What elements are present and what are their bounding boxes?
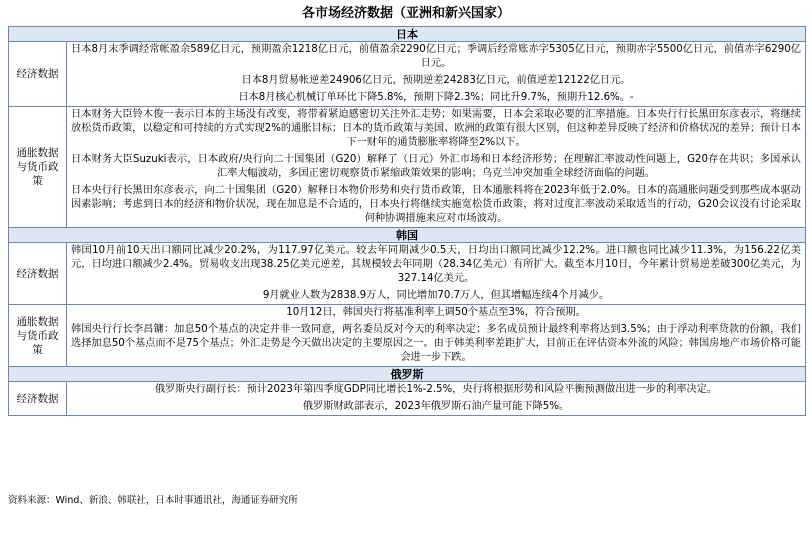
section-header-korea: 韩国 bbox=[9, 228, 805, 243]
paragraph: 日本8月贸易帐逆差24906亿日元，预期逆差24283亿日元，前值逆差12122亿日元。 bbox=[241, 75, 631, 86]
row-content bbox=[67, 382, 805, 415]
table-row bbox=[9, 42, 805, 107]
row-content bbox=[67, 305, 805, 366]
section-header-russia: 俄罗斯 bbox=[9, 367, 805, 382]
row-label: 经济数据 bbox=[9, 382, 67, 415]
paragraph: 日本8月末季调经常帐盈余589亿日元，预期盈余1218亿日元，前值盈余2290亿日元；季调后经常账赤字5305亿日元，预期赤字5500亿日元，前值赤字6290亿日元。 bbox=[71, 44, 801, 69]
paragraph: 俄罗斯财政部表示，2023年俄罗斯石油产量可能下降5%。 bbox=[302, 401, 570, 412]
row-label: 经济数据 bbox=[9, 243, 67, 304]
row-label: 通胀数据与货币政策 bbox=[9, 305, 67, 366]
page-title: 各市场经济数据（亚洲和新兴国家） bbox=[301, 6, 510, 21]
paragraph: 日本财务大臣Suzuki表示，日本政府/央行向二十国集团（G20）解释了（日元）外汇市场和日本经济形势；在理解汇率波动性问题上，G20存在共识；多国承认汇率大幅波动，多国正密切观察货币紧缩政策效果的影响；乌克兰冲突加重全球经济面临的问题。 bbox=[71, 154, 801, 179]
paragraph: 日本8月核心机械订单环比下降5.8%，预期下降2.3%；同比升9.7%，预期升12.6%。- bbox=[238, 92, 634, 103]
paragraph: 韩国10月前10天出口额同比减少20.2%，为117.97亿美元。较去年同期减少0.5天，日均出口额同比减少12.2%。进口额也同比减少11.3%，为156.22亿美元，日均进口额减少2.4%。贸易收支出现38.25亿美元逆差，其规模较去年同期（28.34亿美元）有所扩大。截至本月10日，今年累计贸易逆差破300亿美元，为327.14亿美元。 bbox=[71, 245, 801, 284]
source-note: 资料来源：Wind、新浪、韩联社，日本时事通讯社，海通证券研究所 bbox=[8, 495, 298, 506]
table-row bbox=[9, 243, 805, 305]
table-row bbox=[9, 107, 805, 228]
table-row bbox=[9, 382, 805, 415]
paragraph: 俄罗斯央行副行长：预计2023年第四季度GDP同比增长1%-2.5%，央行将根据形势和风险平衡预测做出进一步的利率决定。 bbox=[154, 384, 718, 395]
row-label: 通胀数据与货币政策 bbox=[9, 107, 67, 227]
paragraph: 9月就业人数为2838.9万人，同比增加70.7万人，但其增幅连续4个月减少。 bbox=[262, 290, 610, 301]
paragraph: 日本央行行长黑田东彦表示，向二十国集团（G20）解释日本物价形势和央行货币政策，日本通胀料将在2023年低于2.0%。日本的高通胀问题受到那些成本驱动因素影响；考虑到日本的经济和物价状况，现在加息是不合适的，日本央行将继续实施宽松货币政策，将对过度汇率波动采取适当的行动，G20会议没有讨论采取何种协调措施来应对市场波动。 bbox=[71, 185, 801, 224]
section-header-japan: 日本 bbox=[9, 27, 805, 42]
row-label: 经济数据 bbox=[9, 42, 67, 106]
row-content bbox=[67, 42, 805, 106]
paragraph: 日本财务大臣铃木俊一表示日本的主场没有改变，将带着紧迫感密切关注外汇走势；如果需要，日本会采取必要的汇率措施。日本央行行长黑田东彦表示，将继续放松货币政策，以稳定和可持续的方式实现2%的通胀目标；日本的货币政策与美国、欧洲的政策有很大区别，但这种差异反映了经济和价格状况的差异；预计日本下一财年的通货膨胀率将降至2%以下。 bbox=[71, 109, 801, 148]
paragraph: 10月12日，韩国央行将基准利率上调50个基点至3%，符合预期。 bbox=[286, 307, 586, 318]
paragraph: 韩国央行行长李昌镛：加息50个基点的决定并非一致同意，两名委员反对今天的利率决定；多名成员预计最终利率将达到3.5%；由于浮动利率贷款的份额，我们选择加息50个基点而不是75个基点；外汇走势是今天做出决定的主要原因之一。由于韩美利率差距扩大，目前正在评估资本外流的风险；韩国房地产市场价格可能会进一步下跌。 bbox=[71, 324, 801, 363]
row-content bbox=[67, 107, 805, 227]
table-row bbox=[9, 305, 805, 367]
data-table bbox=[8, 26, 806, 416]
row-content bbox=[67, 243, 805, 304]
